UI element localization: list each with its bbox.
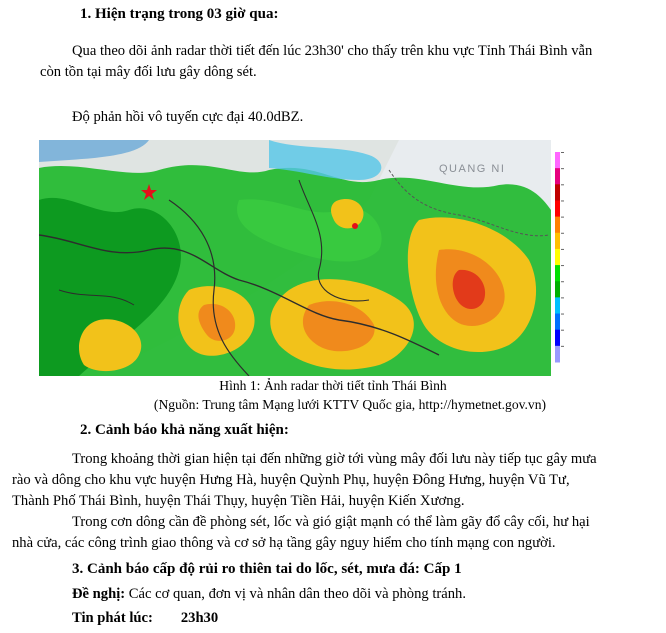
colorbar-swatch [555, 314, 560, 331]
colorbar-swatch [555, 217, 560, 234]
colorbar-tick [561, 168, 564, 169]
colorbar-tick [561, 314, 564, 315]
colorbar-swatch [555, 265, 560, 282]
radar-site-dot-icon [352, 223, 358, 229]
colorbar-tick [561, 297, 564, 298]
radar-image [39, 140, 567, 376]
section2-para1-line1: Trong khoảng thời gian hiện tại đến những giờ tới vùng mây đối lưu này tiếp tục gây mưa [72, 451, 597, 467]
section3-heading: 3. Cảnh báo cấp độ rủi ro thiên tai do lốc, sét, mưa đá: Cấp 1 [72, 561, 462, 577]
colorbar-swatch [555, 152, 560, 169]
section2-para2-line2: nhà cửa, các công trình giao thông và cơ sở hạ tầng gây nguy hiểm cho tính mạng con người. [12, 535, 556, 551]
colorbar-swatch [555, 330, 560, 347]
section1-para2: Độ phản hồi vô tuyến cực đại 40.0dBZ. [72, 109, 304, 125]
colorbar-tick [561, 281, 564, 282]
section1-para1-line1: Qua theo dõi ảnh radar thời tiết đến lúc 23h30' cho thấy trên khu vực Tỉnh Thái Bình vẫn [72, 43, 593, 59]
recommend-text: Các cơ quan, đơn vị và nhân dân theo dõi và phòng tránh. [125, 586, 466, 602]
colorbar-swatch [555, 168, 560, 185]
recommendation [72, 584, 466, 604]
colorbar-tick [561, 249, 564, 250]
figure-caption: Hình 1: Ảnh radar thời tiết tỉnh Thái Bình [219, 378, 447, 393]
colorbar-tick [561, 346, 564, 347]
colorbar-swatch [555, 200, 560, 217]
section1-para1-line2: còn tồn tại mây đối lưu gây dông sét. [40, 64, 257, 80]
colorbar-tick [561, 152, 564, 153]
figure-source: (Nguồn: Trung tâm Mạng lưới KTTV Quốc gia, http://hymetnet.gov.vn) [153, 397, 547, 412]
issued-line [72, 608, 218, 628]
map-label: QUANG NI [439, 163, 506, 175]
colorbar-tick [561, 184, 564, 185]
section2-para1-line3: Thành Phố Thái Bình, huyện Thái Thụy, huyện Tiền Hải, huyện Kiến Xương. [12, 493, 465, 509]
colorbar-swatch [555, 249, 560, 266]
colorbar-swatch [555, 297, 560, 314]
colorbar-tick [561, 233, 564, 234]
colorbar-tick [561, 217, 564, 218]
section2-para2-line1: Trong cơn dông cần đề phòng sét, lốc và gió giật mạnh có thể làm gãy đổ cây cối, hư hại [72, 514, 590, 530]
colorbar-tick [561, 200, 564, 201]
colorbar-swatch [555, 346, 560, 363]
colorbar-swatch [555, 184, 560, 201]
recommend-label: Đề nghị: [72, 586, 126, 602]
section1-heading: 1. Hiện trạng trong 03 giờ qua: [80, 6, 279, 22]
colorbar-swatch [555, 281, 560, 298]
section2-para1-line2: rào và dông cho khu vực huyện Hưng Hà, huyện Quỳnh Phụ, huyện Đông Hưng, huyện Vũ Tư, [12, 472, 570, 488]
colorbar-swatch [555, 233, 560, 250]
colorbar-tick [561, 330, 564, 331]
colorbar-tick [561, 265, 564, 266]
section2-heading: 2. Cảnh báo khả năng xuất hiện: [80, 422, 289, 438]
issued-time: 23h30 [180, 610, 219, 626]
issued-label: Tin phát lúc: [72, 610, 153, 626]
